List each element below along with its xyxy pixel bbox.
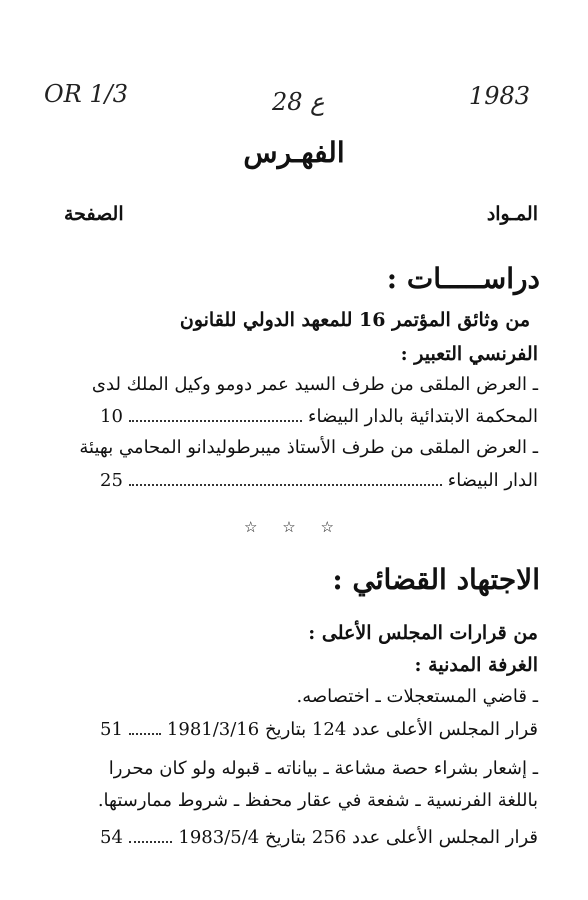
section-heading-studies: دراســـــات :	[386, 262, 540, 295]
toc-page-number: 25	[100, 470, 123, 491]
studies-source: من وثائق المؤتمر 16 للمعهد الدولي للقانون	[179, 309, 530, 331]
decision-reference: قرار المجلس الأعلى عدد 256 بتاريخ 1983/5/4	[178, 827, 538, 848]
toc-page-number: 54	[100, 827, 123, 848]
handwritten-issue-number: 28 ع	[272, 88, 325, 116]
toc-entry-line: باللغة الفرنسية ـ شفعة في عقار محفظ ـ شروط ممارستها.	[97, 790, 538, 811]
jurisprudence-source: من قرارات المجلس الأعلى :	[308, 622, 538, 644]
column-label-page: الصفحة	[64, 203, 124, 225]
dot-leader	[129, 484, 442, 486]
toc-page-number: 51	[100, 719, 123, 740]
toc-entry	[100, 470, 538, 491]
dot-leader	[129, 420, 302, 422]
dot-leader	[129, 733, 161, 735]
column-label-materials: المـواد	[486, 203, 538, 225]
toc-entry-line: ـ العرض الملقى من طرف الأستاذ ميبرطوليدانو المحامي بهيئة	[79, 437, 538, 458]
star-separator: ☆ ☆ ☆	[244, 518, 344, 536]
page-title: الفهـرس	[243, 136, 345, 169]
toc-entry	[100, 406, 538, 427]
decision-reference: قرار المجلس الأعلى عدد 124 بتاريخ 1981/3/16	[166, 719, 538, 740]
toc-entry-line: ـ العرض الملقى من طرف السيد عمر دومو وكيل الملك لدى	[91, 374, 538, 395]
toc-page-number: 10	[100, 406, 123, 427]
handwritten-year: 1983	[468, 82, 530, 110]
studies-subsection: الفرنسي التعبير :	[400, 343, 538, 365]
handwritten-archive-note: OR 1/3	[44, 80, 128, 108]
section-heading-jurisprudence: الاجتهاد القضائي :	[332, 563, 540, 596]
toc-entry-text: الدار البيضاء	[447, 470, 538, 491]
toc-entry-line: ـ قاضي المستعجلات ـ اختصاصه.	[296, 686, 538, 707]
dot-leader	[129, 841, 172, 843]
toc-entry	[100, 827, 538, 848]
toc-entry	[100, 719, 538, 740]
toc-entry-text: المحكمة الابتدائية بالدار البيضاء	[308, 406, 538, 427]
jurisprudence-chamber: الغرفة المدنية :	[414, 654, 538, 676]
toc-entry-line: ـ إشعار بشراء حصة مشاعة ـ بياناته ـ قبوله ولو كان محررا	[108, 758, 538, 779]
